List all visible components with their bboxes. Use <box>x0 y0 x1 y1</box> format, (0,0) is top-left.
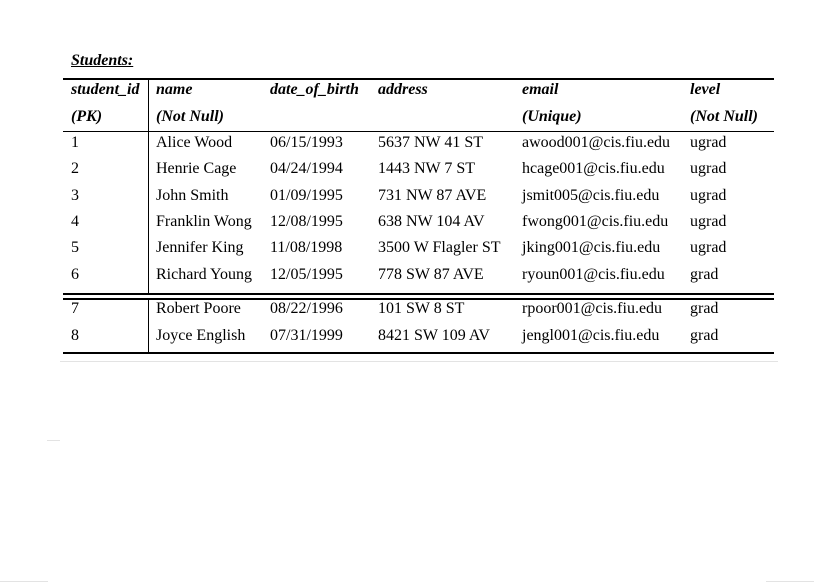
cell-level: ugrad <box>690 239 727 256</box>
cell-name: Robert Poore <box>156 300 241 317</box>
header-separator <box>63 131 774 132</box>
group-separator-top <box>63 293 774 295</box>
cell-date-of-birth: 07/31/1999 <box>270 327 343 344</box>
cell-name: Jennifer King <box>156 239 244 256</box>
cell-name: Franklin Wong <box>156 213 252 230</box>
header-student-id: student_id <box>71 81 140 98</box>
cell-email: jking001@cis.fiu.edu <box>522 239 661 256</box>
cell-date-of-birth: 04/24/1994 <box>270 160 343 177</box>
cell-address: 101 SW 8 ST <box>378 300 465 317</box>
cell-level: grad <box>690 266 719 283</box>
cell-address: 731 NW 87 AVE <box>378 187 487 204</box>
cell-name: Alice Wood <box>156 134 233 151</box>
cell-level: ugrad <box>690 213 727 230</box>
header-student-id-constraint: (PK) <box>71 108 103 125</box>
header-address: address <box>378 81 428 98</box>
header-date-of-birth: date_of_birth <box>270 81 359 98</box>
cell-student-id: 1 <box>71 134 79 151</box>
page-edge <box>766 581 814 582</box>
cell-name: Richard Young <box>156 266 253 283</box>
cell-date-of-birth: 06/15/1993 <box>270 134 343 151</box>
cell-student-id: 2 <box>71 160 79 177</box>
cell-student-id: 5 <box>71 239 79 256</box>
cell-email: rpoor001@cis.fiu.edu <box>522 300 663 317</box>
cell-student-id: 4 <box>71 213 79 230</box>
cell-student-id: 6 <box>71 266 79 283</box>
cell-email: jengl001@cis.fiu.edu <box>522 327 660 344</box>
cell-address: 778 SW 87 AVE <box>378 266 484 283</box>
column-separator <box>148 300 149 352</box>
header-level-constraint: (Not Null) <box>690 108 758 125</box>
cell-date-of-birth: 11/08/1998 <box>270 239 343 256</box>
column-separator <box>148 80 149 293</box>
page-divider <box>60 361 778 362</box>
header-level: level <box>690 81 721 98</box>
cell-address: 3500 W Flagler ST <box>378 239 501 256</box>
cell-email: awood001@cis.fiu.edu <box>522 134 671 151</box>
cell-student-id: 3 <box>71 187 79 204</box>
cell-address: 5637 NW 41 ST <box>378 134 484 151</box>
header-name-constraint: (Not Null) <box>156 108 224 125</box>
cell-level: grad <box>690 327 719 344</box>
cell-address: 8421 SW 109 AV <box>378 327 490 344</box>
header-email-constraint: (Unique) <box>522 108 582 125</box>
cell-level: ugrad <box>690 187 727 204</box>
cell-level: ugrad <box>690 134 727 151</box>
page-edge <box>0 581 48 582</box>
cell-name: John Smith <box>156 187 229 204</box>
cell-address: 638 NW 104 AV <box>378 213 485 230</box>
cell-date-of-birth: 12/08/1995 <box>270 213 343 230</box>
cell-email: fwong001@cis.fiu.edu <box>522 213 669 230</box>
table-title: Students: <box>71 52 134 69</box>
cell-date-of-birth: 08/22/1996 <box>270 300 343 317</box>
bottom-rule <box>63 352 774 354</box>
cell-email: ryoun001@cis.fiu.edu <box>522 266 665 283</box>
cell-student-id: 8 <box>71 327 79 344</box>
cell-date-of-birth: 01/09/1995 <box>270 187 343 204</box>
cell-level: ugrad <box>690 160 727 177</box>
cell-level: grad <box>690 300 719 317</box>
cell-address: 1443 NW 7 ST <box>378 160 476 177</box>
cell-email: jsmit005@cis.fiu.edu <box>522 187 660 204</box>
cell-student-id: 7 <box>71 300 79 317</box>
cell-date-of-birth: 12/05/1995 <box>270 266 343 283</box>
header-name: name <box>156 81 193 98</box>
cell-name: Henrie Cage <box>156 160 237 177</box>
page-mark <box>47 440 60 441</box>
cell-name: Joyce English <box>156 327 246 344</box>
header-email: email <box>522 81 559 98</box>
cell-email: hcage001@cis.fiu.edu <box>522 160 665 177</box>
